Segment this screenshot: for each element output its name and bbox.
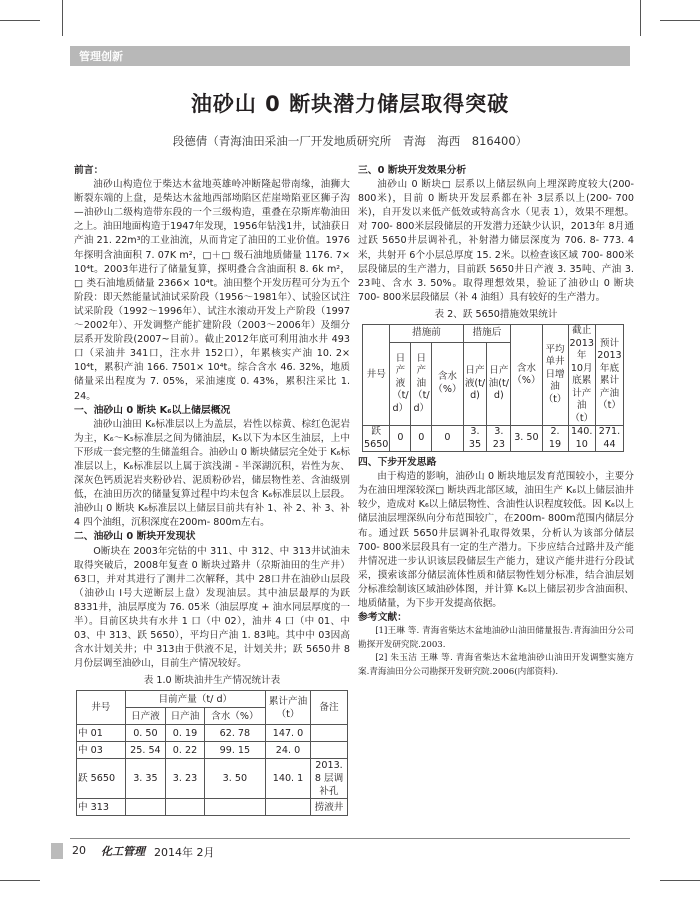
t1-header-cum: 累计产油（t） [266, 691, 311, 725]
reference-item: [1]王琳 等. 青海省柴达木盆地油砂山油田储量报告.青海油田分公司勘探开发研究院.2003. [358, 626, 634, 650]
t1-cell: 140. 1 [266, 759, 311, 799]
crop-mark [0, 20, 40, 21]
t1-cell [311, 725, 348, 742]
t2-cell: 3. 50 [511, 426, 542, 452]
crop-mark [660, 20, 700, 21]
t1-header-group: 目前产量（t/ d） [125, 691, 265, 708]
t1-cell: 中 03 [77, 742, 126, 759]
t1-cell: 24. 0 [266, 742, 311, 759]
references-list [358, 625, 634, 679]
t1-cell [166, 799, 205, 816]
t2-header-avg: 平均单井日增油（t） [542, 325, 568, 426]
t1-header-well: 井号 [77, 691, 126, 725]
t2-cell: 2. 19 [542, 426, 568, 452]
t1-cell: 捞液井 [311, 799, 348, 816]
t1-cell: 99. 15 [204, 742, 265, 759]
t1-cell: 2013. 8 层调补孔 [311, 759, 348, 799]
crop-mark [0, 880, 40, 881]
page-footer [70, 838, 630, 863]
t2-cell: 3. 35 [463, 426, 487, 452]
t2-cell: 0 [432, 426, 463, 452]
t1-cell: 0. 22 [166, 742, 205, 759]
table2-caption: 表 2、跃 5650措施效果统计 [434, 308, 558, 320]
table-row [77, 742, 348, 759]
t2-header-a-oil: 日产油(t/ d) [487, 342, 511, 425]
t1-cell: 3. 50 [204, 759, 265, 799]
t1-cell: 0. 19 [166, 725, 205, 742]
t2-cell: 3. 23 [487, 426, 511, 452]
issue-date: 2014年 2月 [154, 846, 215, 859]
table-row [363, 426, 624, 452]
table-row [77, 725, 348, 742]
t2-cell: 271. 44 [595, 426, 623, 452]
t2-cell: 0 [411, 426, 432, 452]
article-authors: 段德倩（青海油田采油一厂开发地质研究所 青海 海西 816400） [172, 134, 528, 148]
t1-header-note: 备注 [311, 691, 348, 725]
t2-header-b-water: 含水（%） [432, 342, 463, 425]
t2-header-before: 措施前 [390, 325, 463, 343]
t1-cell: 147. 0 [266, 725, 311, 742]
t1-cell: 中 313 [77, 799, 126, 816]
footer-side-bar [51, 843, 63, 859]
section4-paragraph: 由于构造的影响，油砂山 0 断块地层发育范围较小，主要分为在油田埋深较深□ 断块西北部区域，油田生产 K₆以上储层油井较少，造成对 K₆以上储层物性、含油性认识程度较低。因 K₆以上储层油层埋深纵向分布范围较广，在200m- 800m范围内储层分布。通过跃 5650井层调补孔取得效果，分析认为该部分储层 700- 800米层段具有一定的生产潜力。下步应结合过路井及产能井情况进一步认识该层段储层生产能力，建议产能井进行分段试采，摸索该部分储层流体性质和储层物性划分标准，结合油层划分标准绘制该区域油砂体图，并计算 K₆以上储层初步含油面积、地质储量，为下步开发提高依据。 [358, 471, 634, 609]
t2-header-b-oil: 日产油（t/ d） [411, 342, 432, 425]
crop-mark [660, 880, 700, 881]
table1 [76, 690, 348, 816]
left-column [74, 164, 350, 816]
t2-header-b-liq: 日产液（t/ d） [390, 342, 411, 425]
t1-header-oil: 日产液 [125, 708, 166, 725]
references-heading: 参考文献： [358, 612, 407, 624]
section2-heading: 二、油砂山 0 断块开发现状 [74, 531, 196, 543]
section1-heading: 一、油砂山 0 断块 K₆以上储层概况 [74, 404, 231, 416]
section-label: 管理创新 [79, 50, 123, 63]
t1-cell: 3. 23 [166, 759, 205, 799]
t2-header-pred: 预计 2013年底累计产油（t） [595, 325, 623, 426]
section1-paragraph: 油砂山油田 K₆标准层以上为盖层，岩性以棕黄、棕红色泥岩为主，K₆～K₅标准层之间为储油层，K₅以下为本区生油层，上中下形成一套完整的生储盖组合。油砂山 0 断块储层完全处于 K₆标准层以上，K₆标准层以上属于滨浅湖 - 半深湖沉积，岩性为灰、深灰色钙质泥岩夹粉砂岩、泥质粉砂岩，储层物性差、含油级别低，在油田历次的储量复算过程中均未包含 K₆标准层以上层段。油砂山 0 断块 K₆标准层以上储层目前共有补 1、补 2、补 3、补 4 四个油组，沉积深度在200m- 800m左右。 [74, 418, 350, 529]
t2-header-a-liq: 日产液(t/ d) [463, 342, 487, 425]
t1-cell: 跃 5650 [77, 759, 126, 799]
table-row [77, 799, 348, 816]
section4-heading: 四、下步开发思路 [358, 457, 437, 469]
t1-cell [125, 799, 166, 816]
t1-cell [204, 799, 265, 816]
article-title: 油砂山 0 断块潜力储层取得突破 [190, 92, 510, 116]
preface-paragraph: 油砂山构造位于柴达木盆地英雄岭冲断隆起带南缘，油狮大断裂东端的上盘，是柴达木盆地西部坳陷区茫崖坳陷亚区狮子沟—油砂山二级构造带东段的一个三级构造，重叠在尕斯库勒油田之上。油田地面构造于1947年发现，1956年钻浅1井，试油获日产油 21. 22m³的工业油流，从而肯定了油田的工业价值。1976年探明含油面积 7. 07K m²，□＋□ 级石油地质储量 1176. 7× 10⁴t。2003年进行了储量复算，探明叠合含油面积 8. 6k m²，□ 类石油地质储量 2366× 10⁴t。油田整个开发历程可分为五个阶段：即天然能量试油试采阶段（1956～1981年）、试验区试注试采阶段（1992～1996年）、试注水滚动开发上产阶段（1997～2002年）、开发调整产能扩建阶段（2003～2006年）及细分层系开发阶段(2007~目前）。截止2012年底可利用油水井 493口（采油井 341口，注水井 152口），年累核实产油 10. 2× 10⁴t，累积产油 166. 7501× 10⁴t。综合含水 46. 32%，地质储量采出程度为 7. 05%，采油速度 0. 43%，累积注采比 1. 24。 [74, 179, 350, 402]
t1-cell: 25. 54 [125, 742, 166, 759]
t1-cell: 0. 50 [125, 725, 166, 742]
section-header-bar [70, 46, 630, 66]
table-row [77, 759, 348, 799]
section3-heading: 三、0 断块开发效果分析 [358, 165, 467, 176]
t2-header-cum2013: 截止 2013年 10月底累计产油（t） [569, 325, 594, 424]
reference-item: [2] 朱玉洁 王琳 等. 青海省柴达木盆地油砂山油田开发调整实施方案.青海油田分公司勘探开发研究院.2006(内部资料). [358, 653, 634, 677]
crop-mark [62, 0, 63, 36]
crop-mark [640, 0, 641, 36]
t1-cell [311, 742, 348, 759]
t2-cell: 跃 5650 [364, 426, 389, 450]
section2-paragraph: O断块在 2003年完钻的中 311、中 312、中 313井试油未取得突破后，2008年复查 0 断块过路井（尕斯油田的生产井）63口，并对其进行了测井二次解释，其中 28口井在油砂山层段（油砂山 I号大逆断层上盘）发现油层。其中油层最厚的为跃 8331井，油层厚度为 76. 05米（油层厚度 + 油水同层厚度的一半）。目前区块共有水井 1 口（中 02），油井 4 口（中 01、中 03、中 313、跃 5650），平均日产油 1. 83吨。其中中 03因高含水计划关井；中 313由于供液不足，计划关井；跃 5650井 8月份层调至油砂山，目前生产情况较好。 [74, 545, 350, 670]
journal-name: 化工管理 [101, 845, 145, 858]
table2 [362, 324, 624, 452]
t1-cell: 中 01 [77, 725, 126, 742]
t1-header-water: 含水（%） [204, 708, 265, 725]
preface-heading: 前言： [74, 165, 104, 176]
t1-cell: 62. 78 [204, 725, 265, 742]
section3-paragraph: 油砂山 0 断块□ 层系以上储层纵向上埋深跨度较大(200- 800米)，目前 0 断块开发层系都在补 3层系以上(200- 700米)，自开发以来低产低效或特高含水（见表 1），效果不理想。对 700- 800米层段储层的开发潜力还缺少认识，2013年 8月通过跃 5650井层调补孔，补射潜力储层深度为 706. 8- 773. 4米，共射开 6个小层总厚度 15. 2米。以检查该区域 700- 800米层段储层的生产潜力，目前跃 5650井日产液 3. 35吨、产油 3. 23吨、含水 3. 50%。取得理想效果，验证了油砂山 0 断块 700- 800米层段储层（补 4 油组）具有较好的生产潜力。 [358, 179, 634, 303]
t2-header-after: 措施后 [463, 325, 511, 343]
right-column [358, 164, 634, 679]
t2-cell: 140. 10 [568, 426, 595, 452]
t1-header-liq: 日产油 [166, 708, 205, 725]
t1-cell: 3. 35 [125, 759, 166, 799]
t1-cell [266, 799, 311, 816]
t2-header-a-water: 含水（%） [511, 325, 542, 426]
page-number: 20 [72, 844, 86, 857]
t2-header-well: 井号 [363, 325, 390, 426]
t2-cell: 0 [390, 426, 411, 452]
table1-caption: 表 1.0 断块油井生产情况统计表 [143, 675, 281, 687]
